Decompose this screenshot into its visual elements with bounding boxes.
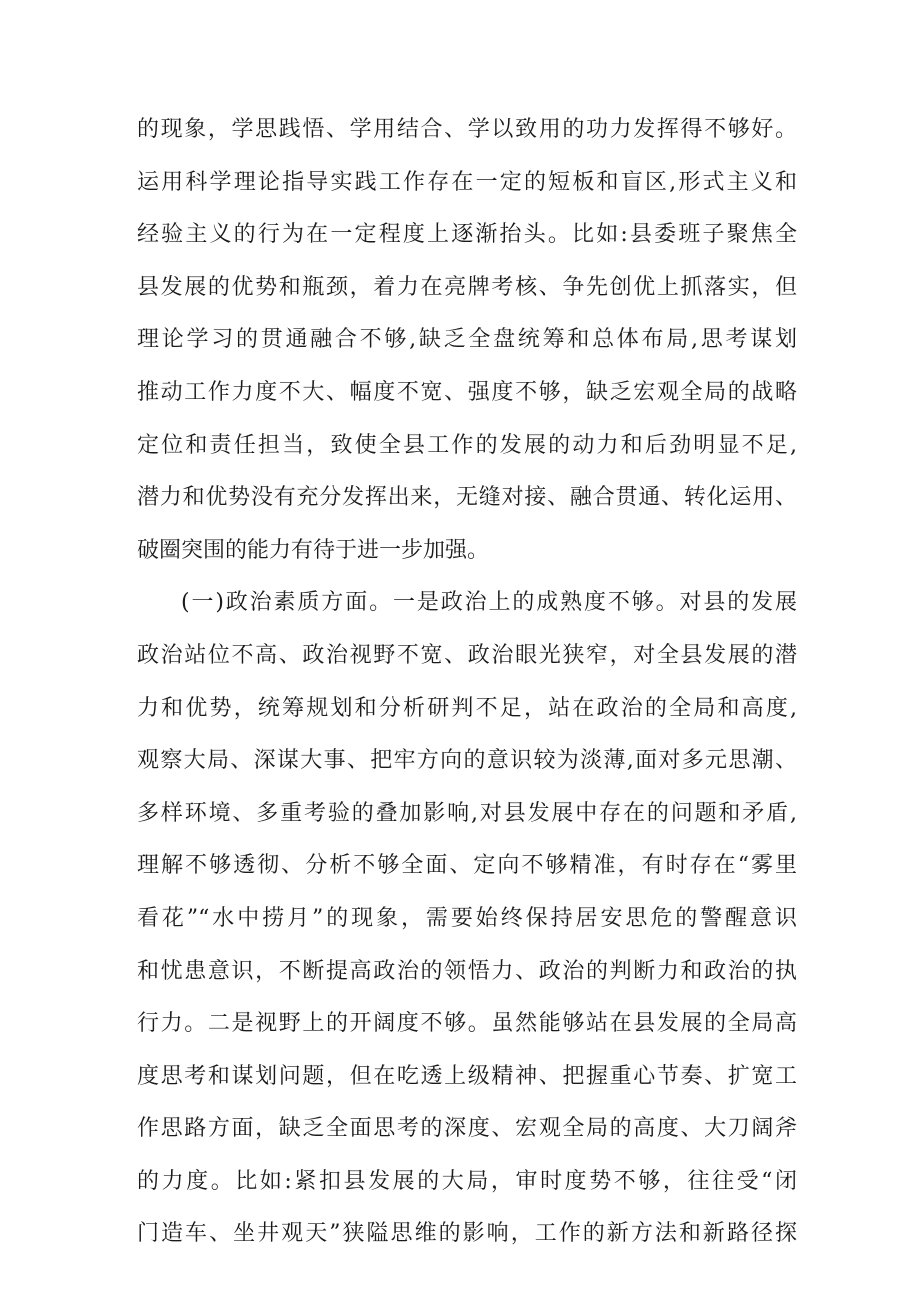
text-line: 政治站位不高、政治视野不宽、政治眼光狭窄，对全县发展的潜	[137, 642, 797, 668]
text-line: 理论学习的贯通融合不够,缺乏全盘统筹和总体布局,思考谋划	[137, 327, 797, 353]
text-line: 的力度。比如:紧扣县发展的大局，审时度势不够，往往受“闭	[137, 1168, 797, 1194]
text-line: 看花”“水中捞月”的现象，需要始终保持居安思危的警醒意识	[137, 905, 797, 931]
text-line: 的现象，学思践悟、学用结合、学以致用的功力发挥得不够好。	[137, 117, 797, 142]
text-line: 推动工作力度不大、幅度不宽、强度不够，缺乏宏观全局的战略	[137, 379, 797, 405]
text-line: 门造车、坐井观天”狭隘思维的影响，工作的新方法和新路径探	[137, 1221, 797, 1247]
text-line: (一)政治素质方面。一是政治上的成熟度不够。对县的发展	[181, 590, 797, 616]
text-line: 破圈突围的能力有待于进一步加强。	[137, 537, 490, 563]
text-line: 和忧患意识，不断提高政治的领悟力、政治的判断力和政治的执	[137, 958, 797, 984]
text-line: 经验主义的行为在一定程度上逐渐抬头。比如:县委班子聚焦全	[137, 222, 797, 248]
text-line: 度思考和谋划问题，但在吃透上级精神、把握重心节奏、扩宽工	[137, 1063, 797, 1089]
text-line: 理解不够透彻、分析不够全面、定向不够精准，有时存在“雾里	[137, 853, 797, 879]
paragraph-1	[137, 104, 797, 577]
paragraph-2	[137, 577, 797, 1261]
text-line: 运用科学理论指导实践工作存在一定的短板和盲区,形式主义和	[137, 169, 797, 195]
text-line: 作思路方面，缺乏全面思考的深度、宏观全局的高度、大刀阔斧	[137, 1116, 797, 1142]
text-line: 县发展的优势和瓶颈，着力在亮牌考核、争先创优上抓落实，但	[137, 274, 797, 300]
text-line: 力和优势，统筹规划和分析研判不足，站在政治的全局和高度,	[137, 695, 797, 721]
document-body	[137, 104, 797, 1261]
text-line: 行力。二是视野上的开阔度不够。虽然能够站在县发展的全局高	[137, 1011, 797, 1037]
text-line: 定位和责任担当，致使全县工作的发展的动力和后劲明显不足,	[137, 432, 797, 458]
text-line: 潜力和优势没有充分发挥出来，无缝对接、融合贯通、转化运用、	[137, 485, 797, 511]
text-line: 观察大局、深谋大事、把牢方向的意识较为淡薄,面对多元思潮、	[137, 748, 797, 774]
text-line: 多样环境、多重考验的叠加影响,对县发展中存在的问题和矛盾,	[137, 800, 797, 826]
